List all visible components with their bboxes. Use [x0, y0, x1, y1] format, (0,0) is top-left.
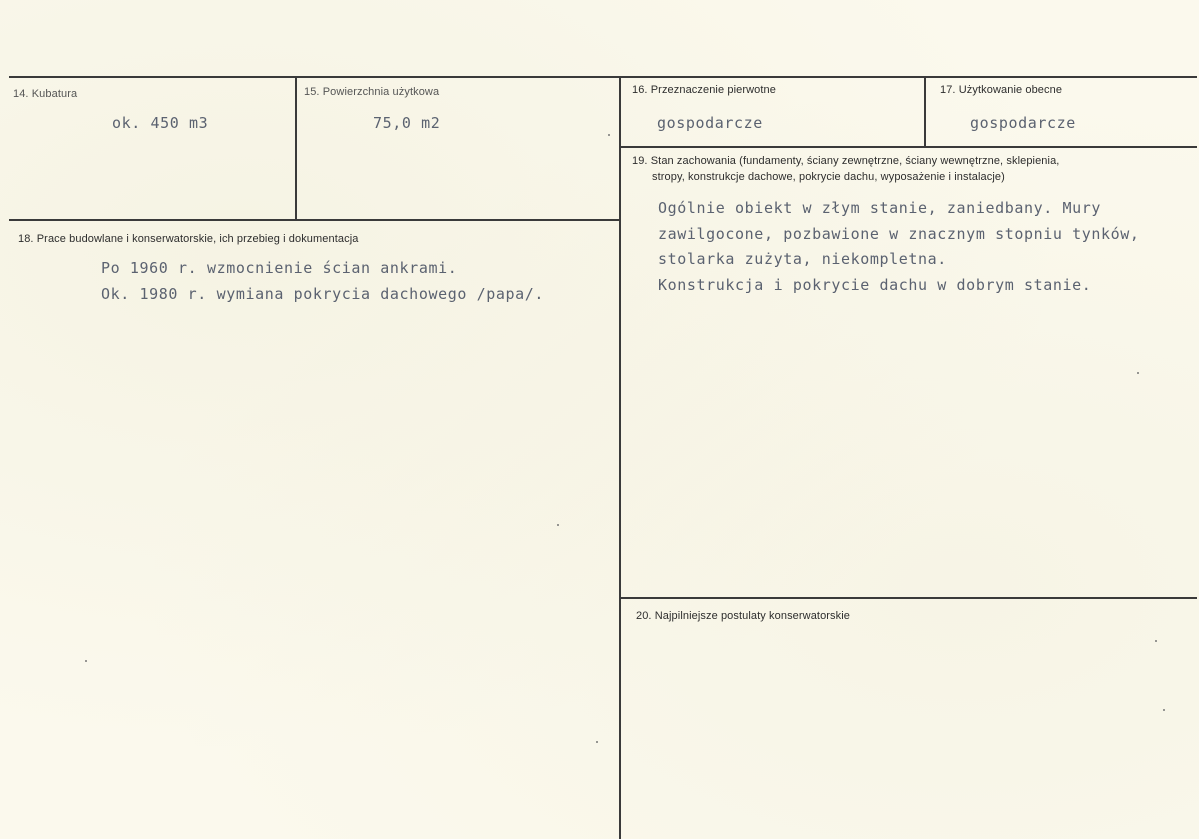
field-19-line: stolarka zużyta, niekompletna.: [658, 250, 947, 268]
field-19-line: zawilgocone, pozbawione w znacznym stopniu tynków,: [658, 224, 1140, 243]
field-16-value: gospodarcze: [657, 114, 763, 132]
field-15-value: 75,0 m2: [373, 114, 441, 132]
divider-16-17: [924, 77, 926, 147]
field-17-label: 17. Użytkowanie obecne: [940, 84, 1063, 96]
field-18-line: Po 1960 r. wzmocnienie ścian ankrami.: [101, 259, 458, 277]
rule-below-field-16-17: [619, 146, 1197, 148]
field-19-text: [658, 196, 1140, 298]
center-divider: [619, 77, 621, 839]
paper-speck: [596, 741, 598, 743]
top-rule: [9, 76, 1197, 78]
paper-speck: [557, 524, 559, 526]
divider-14-15: [295, 77, 297, 220]
field-17-value: gospodarcze: [970, 114, 1076, 132]
field-14-value: ok. 450 m3: [112, 114, 209, 132]
field-19-line: Ogólnie obiekt w złym stanie, zaniedbany. Mury: [658, 199, 1102, 217]
field-15-label: 15. Powierzchnia użytkowa: [304, 86, 440, 98]
paper-speck: [85, 660, 87, 662]
field-20-label: 20. Najpilniejsze postulaty konserwatorskie: [636, 610, 851, 622]
rule-below-field-14-15: [9, 219, 621, 221]
field-19-label-line-2: stropy, konstrukcje dachowe, pokrycie dachu, wyposażenie i instalacje): [652, 171, 1005, 183]
field-16-label: 16. Przeznaczenie pierwotne: [632, 84, 776, 96]
field-18-line: Ok. 1980 r. wymiana pokrycia dachowego /papa/.: [101, 284, 545, 303]
paper-speck: [1137, 372, 1139, 374]
field-14-label: 14. Kubatura: [13, 88, 78, 100]
field-18-text: [101, 256, 544, 307]
field-19-line: Konstrukcja i pokrycie dachu w dobrym stanie.: [658, 275, 1092, 294]
paper-speck: [608, 134, 610, 136]
rule-above-field-20: [619, 597, 1197, 599]
paper-speck: [1155, 640, 1157, 642]
paper-speck: [1163, 709, 1165, 711]
field-18-label: 18. Prace budowlane i konserwatorskie, ich przebieg i dokumentacja: [18, 233, 359, 245]
field-19-label-line-1: 19. Stan zachowania (fundamenty, ściany zewnętrzne, ściany wewnętrzne, sklepienia,: [632, 155, 1060, 167]
